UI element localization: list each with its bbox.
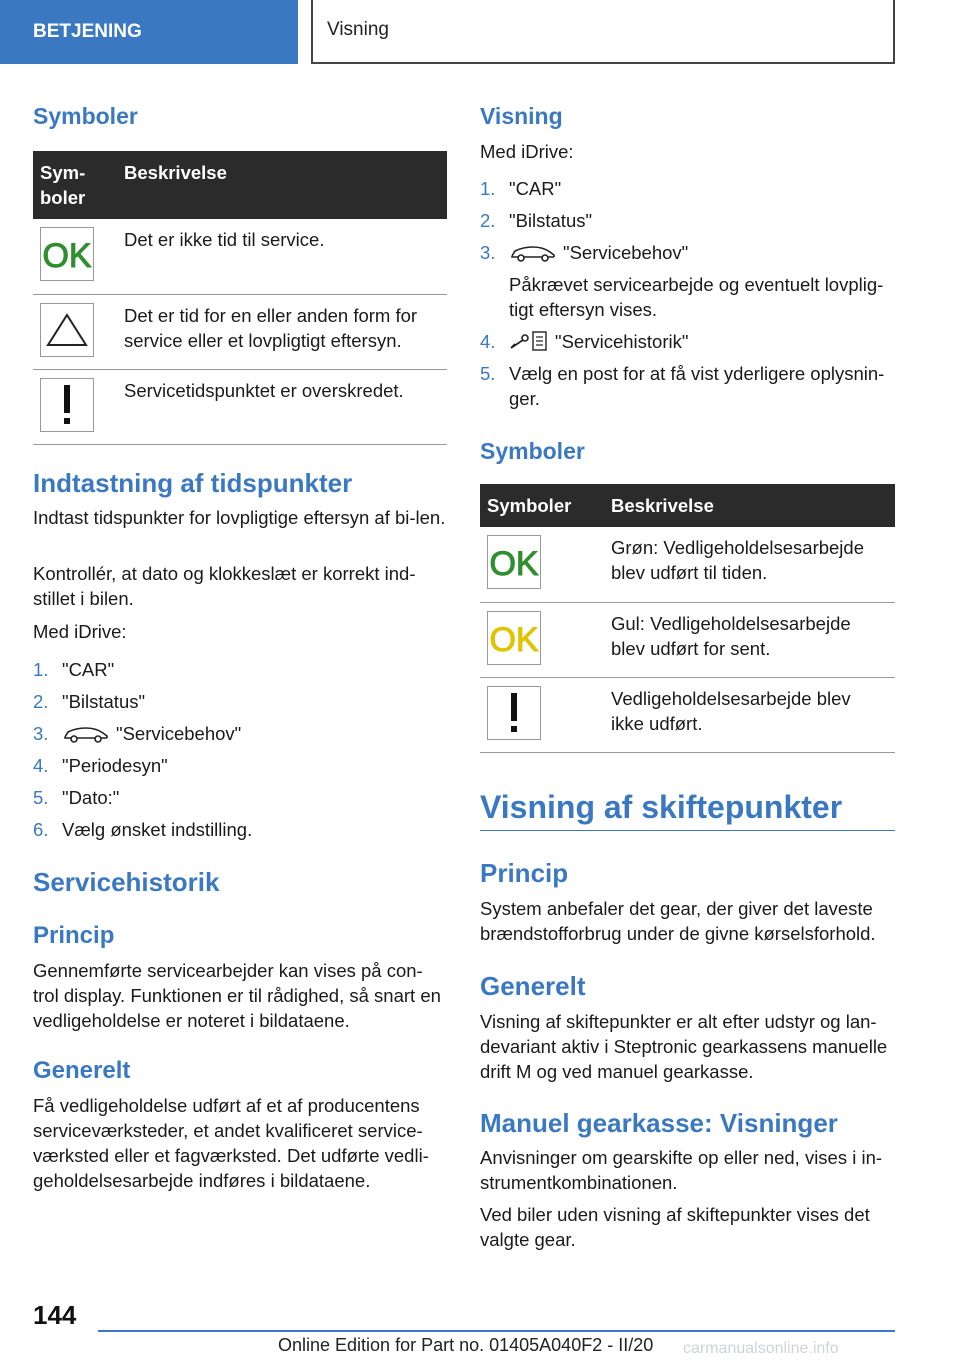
section-tab	[0, 0, 298, 64]
step-number: 4.	[480, 331, 496, 352]
table-row	[480, 677, 895, 752]
step-number: 5.	[480, 363, 496, 384]
symbols-heading-right: Symboler	[480, 438, 585, 464]
chapter-label: Visning	[327, 19, 389, 40]
symbols-table-1	[33, 151, 447, 445]
svg-text:OK: OK	[489, 545, 539, 582]
row-description: Servicetidspunktet er overskredet.	[117, 369, 447, 444]
principle-text-left: Gennemførte servicearbejder kan vises på con-trol display. Funktionen er til rådighed, så snart en vedligeholdelse er noteret i bildataene.	[33, 960, 441, 1031]
general-heading-right: Generelt	[480, 971, 586, 1001]
step-number: 6.	[33, 819, 49, 840]
footer-edition: Online Edition for Part no. 01405A040F2 - II/20	[278, 1335, 654, 1355]
manual-paragraph-2: Ved biler uden visning af skiftepunkter vises det valgte gear.	[480, 1204, 870, 1250]
chapter-tab	[311, 0, 895, 64]
row-description: Gul: Vedligeholdelsesarbejde blev udført for sent.	[604, 602, 895, 677]
watermark: carmanualsonline.info	[683, 1340, 839, 1357]
ok-icon	[40, 227, 94, 281]
display-steps	[480, 176, 895, 418]
step-text: "Servicebehov"	[563, 242, 689, 263]
row-description: Det er tid for en eller anden form for service eller et lovpligtigt eftersyn.	[117, 294, 447, 369]
warning-triangle-icon	[40, 303, 94, 357]
footer-divider	[98, 1330, 895, 1332]
entry-paragraph-1: Indtast tidspunkter for lovpligtige eftersyn af bi-len.	[33, 507, 446, 528]
step-text: "Servicehistorik"	[555, 331, 689, 352]
table2-col-description: Beskrivelse	[604, 484, 895, 527]
step-text: "Servicebehov"	[116, 723, 242, 744]
table-row	[33, 369, 447, 444]
list-item	[480, 240, 895, 322]
table-row	[33, 219, 447, 294]
car-icon	[509, 244, 557, 262]
table-row	[480, 527, 895, 602]
principle-text-right: System anbefaler det gear, der giver det laveste brændstofforbrug under de givne kørselsforhold.	[480, 898, 876, 944]
exclamation-icon	[487, 686, 541, 740]
step-number: 1.	[33, 659, 49, 680]
section-label: BETJENING	[33, 21, 142, 42]
car-icon	[62, 725, 110, 743]
list-item	[480, 176, 895, 201]
principle-heading-right: Princip	[480, 858, 569, 888]
table1-col-symbols: Sym- boler	[33, 151, 117, 219]
list-item	[33, 657, 447, 682]
step-number: 3.	[33, 723, 49, 744]
entry-paragraph-2: Kontrollér, at dato og klokkeslæt er korrekt ind-stillet i bilen.	[33, 563, 416, 609]
row-description: Det er ikke tid til service.	[117, 219, 447, 294]
row-description: Grøn: Vedligeholdelsesarbejde blev udført til tiden.	[604, 527, 895, 602]
list-item	[33, 817, 447, 842]
table-row	[33, 294, 447, 369]
step-text: "Bilstatus"	[62, 691, 146, 712]
row-description: Vedligeholdelsesarbejde blev ikke udført.	[604, 677, 895, 752]
svg-text:OK: OK	[42, 237, 92, 274]
step-number: 4.	[33, 755, 49, 776]
step-subtext: Påkrævet servicearbejde og eventuelt lovplig-tigt eftersyn vises.	[509, 274, 884, 320]
display-intro: Med iDrive:	[480, 141, 574, 162]
step-text: "Dato:"	[62, 787, 120, 808]
symbols-table-2	[480, 484, 895, 753]
ok-green-icon	[487, 535, 541, 589]
list-item	[33, 753, 447, 778]
general-text-left: Få vedligeholdelse udført af et af producentens serviceværksteder, et andet kvalificeret service-værksted eller et fagværksted. Det udførte vedli-geholdelsesarbejde indføres i bildataene.	[33, 1095, 429, 1191]
svg-text:OK: OK	[489, 620, 539, 658]
general-heading-left: Generelt	[33, 1057, 131, 1084]
step-text: Vælg en post for at få vist yderligere oplysnin-ger.	[509, 363, 885, 409]
ok-yellow-icon	[487, 611, 541, 665]
table2-col-symbols: Symboler	[480, 484, 604, 527]
step-text: "Bilstatus"	[509, 210, 593, 231]
list-item	[33, 721, 447, 746]
page-number: 144	[33, 1300, 77, 1330]
step-text: "Periodesyn"	[62, 755, 168, 776]
manual-heading: Manuel gearkasse: Visninger	[480, 1108, 838, 1138]
step-number: 2.	[33, 691, 49, 712]
table1-col-description: Beskrivelse	[117, 151, 447, 219]
table-row	[480, 602, 895, 677]
step-number: 3.	[480, 242, 496, 263]
service-history-icon	[509, 330, 549, 352]
step-number: 1.	[480, 178, 496, 199]
step-text: Vælg ønsket indstilling.	[62, 819, 253, 840]
entry-paragraph-3: Med iDrive:	[33, 621, 127, 642]
list-item	[480, 329, 895, 354]
shift-heading: Visning af skiftepunkter	[480, 789, 895, 831]
general-text-right: Visning af skiftepunkter er alt efter udstyr og lan-devariant aktiv i Steptronic gearkassens manuelle drift M og ved manuel gearkasse.	[480, 1011, 888, 1082]
display-heading: Visning	[480, 103, 563, 129]
entry-heading: Indtastning af tidspunkter	[33, 468, 353, 498]
list-item	[33, 785, 447, 810]
step-number: 5.	[33, 787, 49, 808]
principle-heading-left: Princip	[33, 922, 115, 949]
entry-steps	[33, 657, 447, 849]
list-item	[480, 208, 895, 233]
manual-paragraph-1: Anvisninger om gearskifte op eller ned, vises i in-strumentkombinationen.	[480, 1147, 883, 1193]
step-text: "CAR"	[62, 659, 115, 680]
step-number: 2.	[480, 210, 496, 231]
step-text: "CAR"	[509, 178, 562, 199]
history-heading: Servicehistorik	[33, 867, 220, 897]
symbols-heading: Symboler	[33, 103, 138, 129]
exclamation-icon	[40, 378, 94, 432]
list-item	[33, 689, 447, 714]
list-item	[480, 361, 895, 411]
